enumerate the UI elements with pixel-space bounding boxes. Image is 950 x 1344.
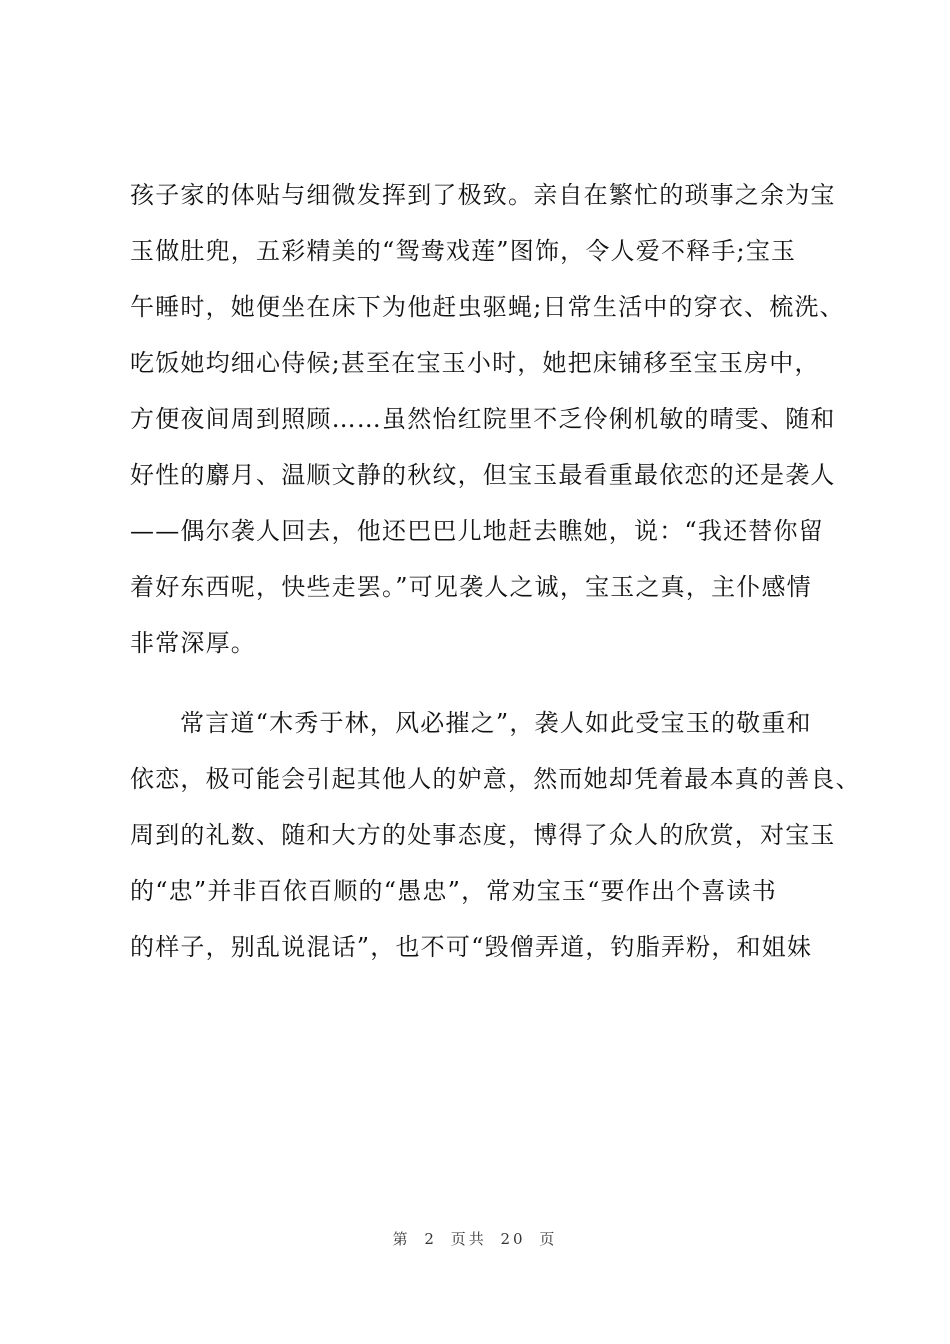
text-line: 好性的麝月、温顺文静的秋纹，但宝玉最看重最依恋的还是袭人 [130,461,836,489]
text-line: 依恋，极可能会引起其他人的妒意，然而她却凭着最本真的善良、 [130,765,861,793]
text-line: 周到的礼数、随和大方的处事态度，博得了众人的欣赏，对宝玉 [130,821,836,849]
text-line: 玉做肚兜，五彩精美的“鸳鸯戏莲”图饰，令人爱不释手;宝玉 [130,237,797,265]
body-text [130,172,870,980]
page-number-footer: 第 2 页共 20 页 [392,1230,558,1248]
text-line: 孩子家的体贴与细微发挥到了极致。亲自在繁忙的琐事之余为宝 [130,181,836,209]
text-line: 非常深厚。 [130,629,256,657]
text-line: 方便夜间周到照顾……虽然怡红院里不乏伶俐机敏的晴雯、随和 [130,405,836,433]
text-line: 的“忠”并非百依百顺的“愚忠”，常劝宝玉“要作出个喜读书 [130,877,777,905]
text-line: 午睡时，她便坐在床下为他赶虫驱蝇;日常生活中的穿衣、梳洗、 [130,293,845,321]
text-line: 着好东西呢，快些走罢。”可见袭人之诚，宝玉之真，主仆感情 [130,573,812,601]
text-line: 的样子，别乱说混话”，也不可“毁僧弄道，钓脂弄粉，和姐妹 [130,933,813,961]
paragraph-first-line: 常言道“木秀于林，风必摧之”，袭人如此受宝玉的敬重和 [180,709,812,737]
text-line: 吃饭她均细心侍候;甚至在宝玉小时，她把床铺移至宝玉房中， [130,349,820,377]
text-line: ——偶尔袭人回去，他还巴巴儿地赶去瞧她，说：“我还替你留 [130,517,824,545]
